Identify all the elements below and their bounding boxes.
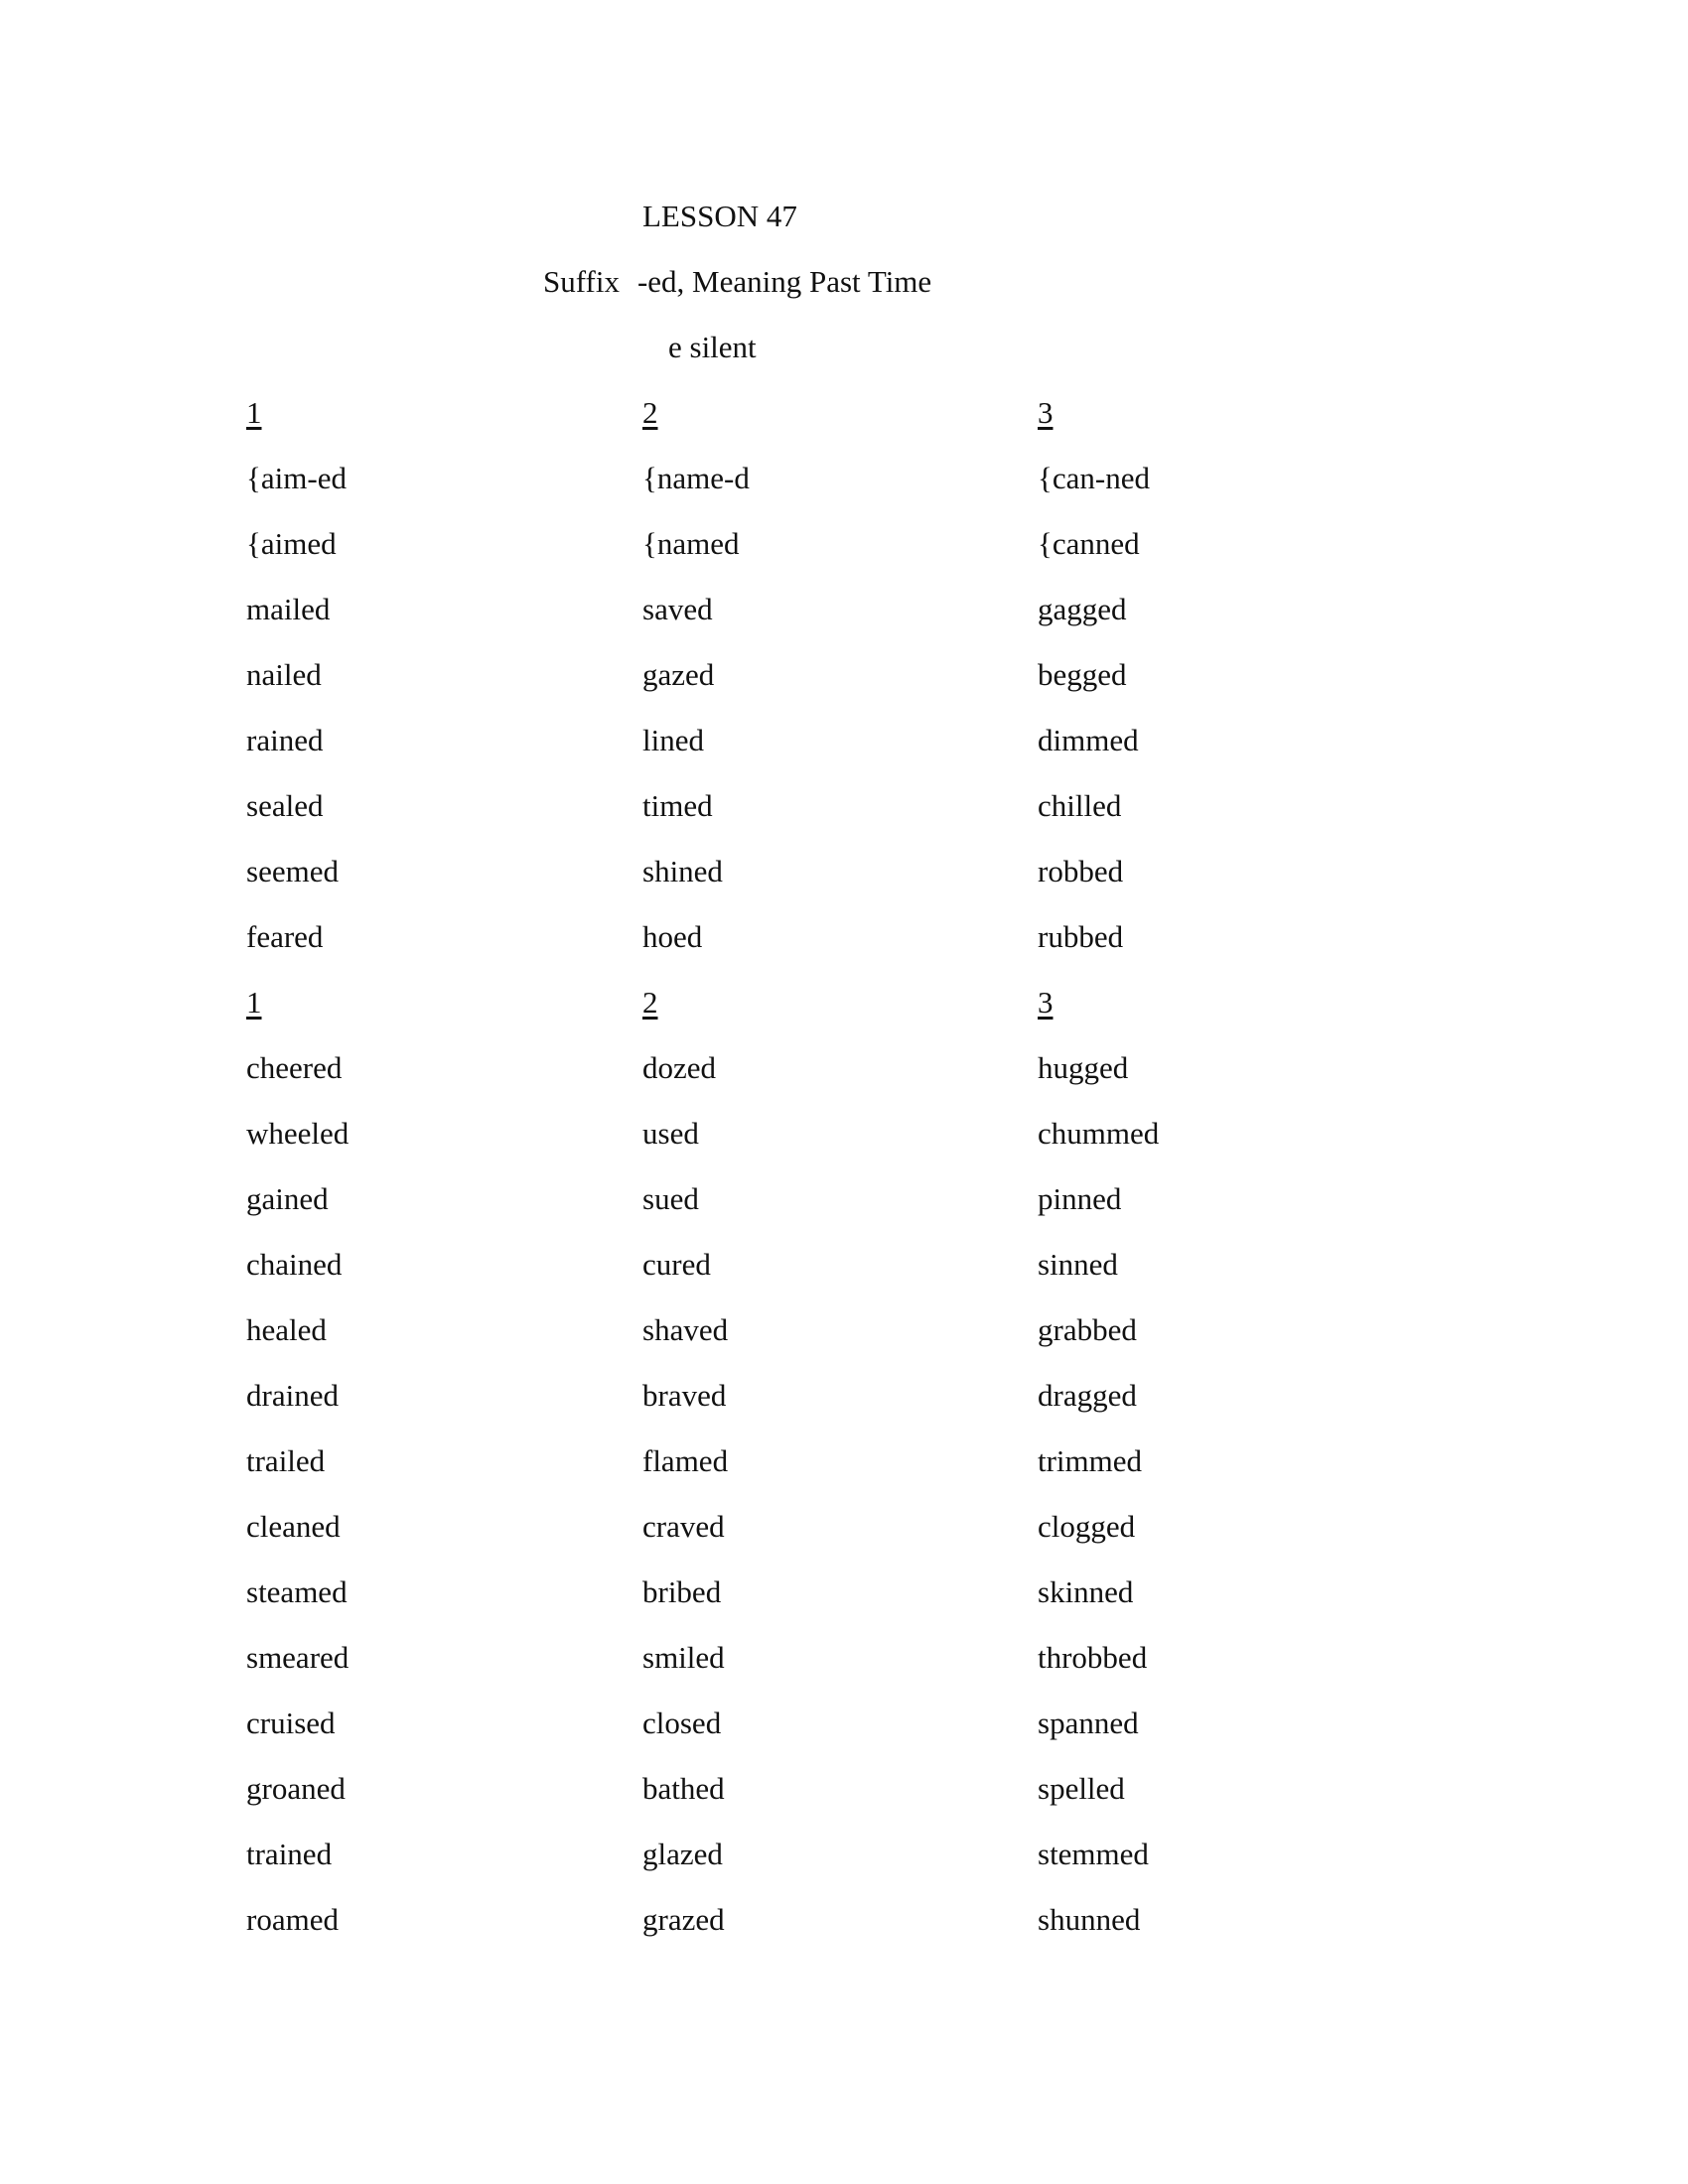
word-item: wheeled: [246, 1116, 350, 1151]
word-item: healed: [246, 1312, 327, 1347]
word-item: skinned: [1038, 1574, 1134, 1609]
word-item: cheered: [246, 1050, 343, 1085]
word-item: smiled: [642, 1640, 725, 1675]
word-item: shaved: [642, 1312, 729, 1347]
word-item: {aim-ed: [246, 461, 347, 495]
word-item: trailed: [246, 1443, 326, 1478]
column-number-heading: 3: [1038, 985, 1054, 1020]
word-item: gained: [246, 1181, 329, 1216]
word-item: flamed: [642, 1443, 729, 1478]
word-column-1: [246, 395, 349, 1968]
lesson-note: e silent: [668, 330, 757, 364]
word-item: smeared: [246, 1640, 350, 1675]
word-item: gazed: [642, 657, 715, 692]
lesson-title: LESSON 47: [642, 199, 797, 233]
word-item: rubbed: [1038, 919, 1124, 954]
word-item: chummed: [1038, 1116, 1160, 1151]
word-item: pinned: [1038, 1181, 1122, 1216]
word-item: mailed: [246, 592, 331, 626]
word-item: grabbed: [1038, 1312, 1137, 1347]
column-number-heading: 2: [642, 985, 658, 1020]
word-item: sealed: [246, 788, 324, 823]
word-item: {name-d: [642, 461, 750, 495]
word-item: chilled: [1038, 788, 1122, 823]
word-item: gagged: [1038, 592, 1127, 626]
word-item: dragged: [1038, 1378, 1137, 1413]
word-item: cruised: [246, 1706, 336, 1740]
word-item: robbed: [1038, 854, 1124, 888]
word-item: {can-ned: [1038, 461, 1150, 495]
word-item: trained: [246, 1837, 333, 1871]
word-item: {canned: [1038, 526, 1140, 561]
word-item: clogged: [1038, 1509, 1136, 1544]
word-item: feared: [246, 919, 324, 954]
word-item: closed: [642, 1706, 722, 1740]
word-item: craved: [642, 1509, 725, 1544]
word-item: hugged: [1038, 1050, 1129, 1085]
word-item: lined: [642, 723, 704, 757]
word-item: seemed: [246, 854, 339, 888]
word-item: braved: [642, 1378, 727, 1413]
word-item: throbbed: [1038, 1640, 1148, 1675]
word-item: groaned: [246, 1771, 346, 1806]
word-item: dimmed: [1038, 723, 1139, 757]
word-item: spelled: [1038, 1771, 1125, 1806]
word-item: bathed: [642, 1771, 725, 1806]
word-item: steamed: [246, 1574, 348, 1609]
word-item: shined: [642, 854, 723, 888]
column-number-heading: 2: [642, 395, 658, 430]
word-item: bribed: [642, 1574, 722, 1609]
word-item: saved: [642, 592, 713, 626]
word-item: grazed: [642, 1902, 725, 1937]
word-item: spanned: [1038, 1706, 1139, 1740]
word-item: drained: [246, 1378, 339, 1413]
word-item: dozed: [642, 1050, 717, 1085]
word-item: glazed: [642, 1837, 723, 1871]
word-item: cleaned: [246, 1509, 341, 1544]
word-item: nailed: [246, 657, 322, 692]
word-item: trimmed: [1038, 1443, 1143, 1478]
subtitle-meaning: -ed, Meaning Past Time: [636, 264, 932, 299]
word-item: begged: [1038, 657, 1127, 692]
word-item: cured: [642, 1247, 711, 1282]
column-number-heading: 1: [246, 985, 262, 1020]
column-number-heading: 1: [246, 395, 262, 430]
word-item: rained: [246, 723, 324, 757]
word-item: sinned: [1038, 1247, 1118, 1282]
word-item: stemmed: [1038, 1837, 1149, 1871]
word-item: {aimed: [246, 526, 337, 561]
word-column-3: [1038, 395, 1159, 1968]
word-item: roamed: [246, 1902, 339, 1937]
word-item: timed: [642, 788, 713, 823]
word-item: shunned: [1038, 1902, 1141, 1937]
column-number-heading: 3: [1038, 395, 1054, 430]
word-item: hoed: [642, 919, 703, 954]
word-item: chained: [246, 1247, 343, 1282]
word-item: sued: [642, 1181, 699, 1216]
word-item: used: [642, 1116, 699, 1151]
word-item: {named: [642, 526, 740, 561]
word-column-2: [642, 395, 750, 1968]
lesson-subtitle: [543, 264, 931, 300]
subtitle-suffix-label: Suffix: [543, 264, 620, 299]
